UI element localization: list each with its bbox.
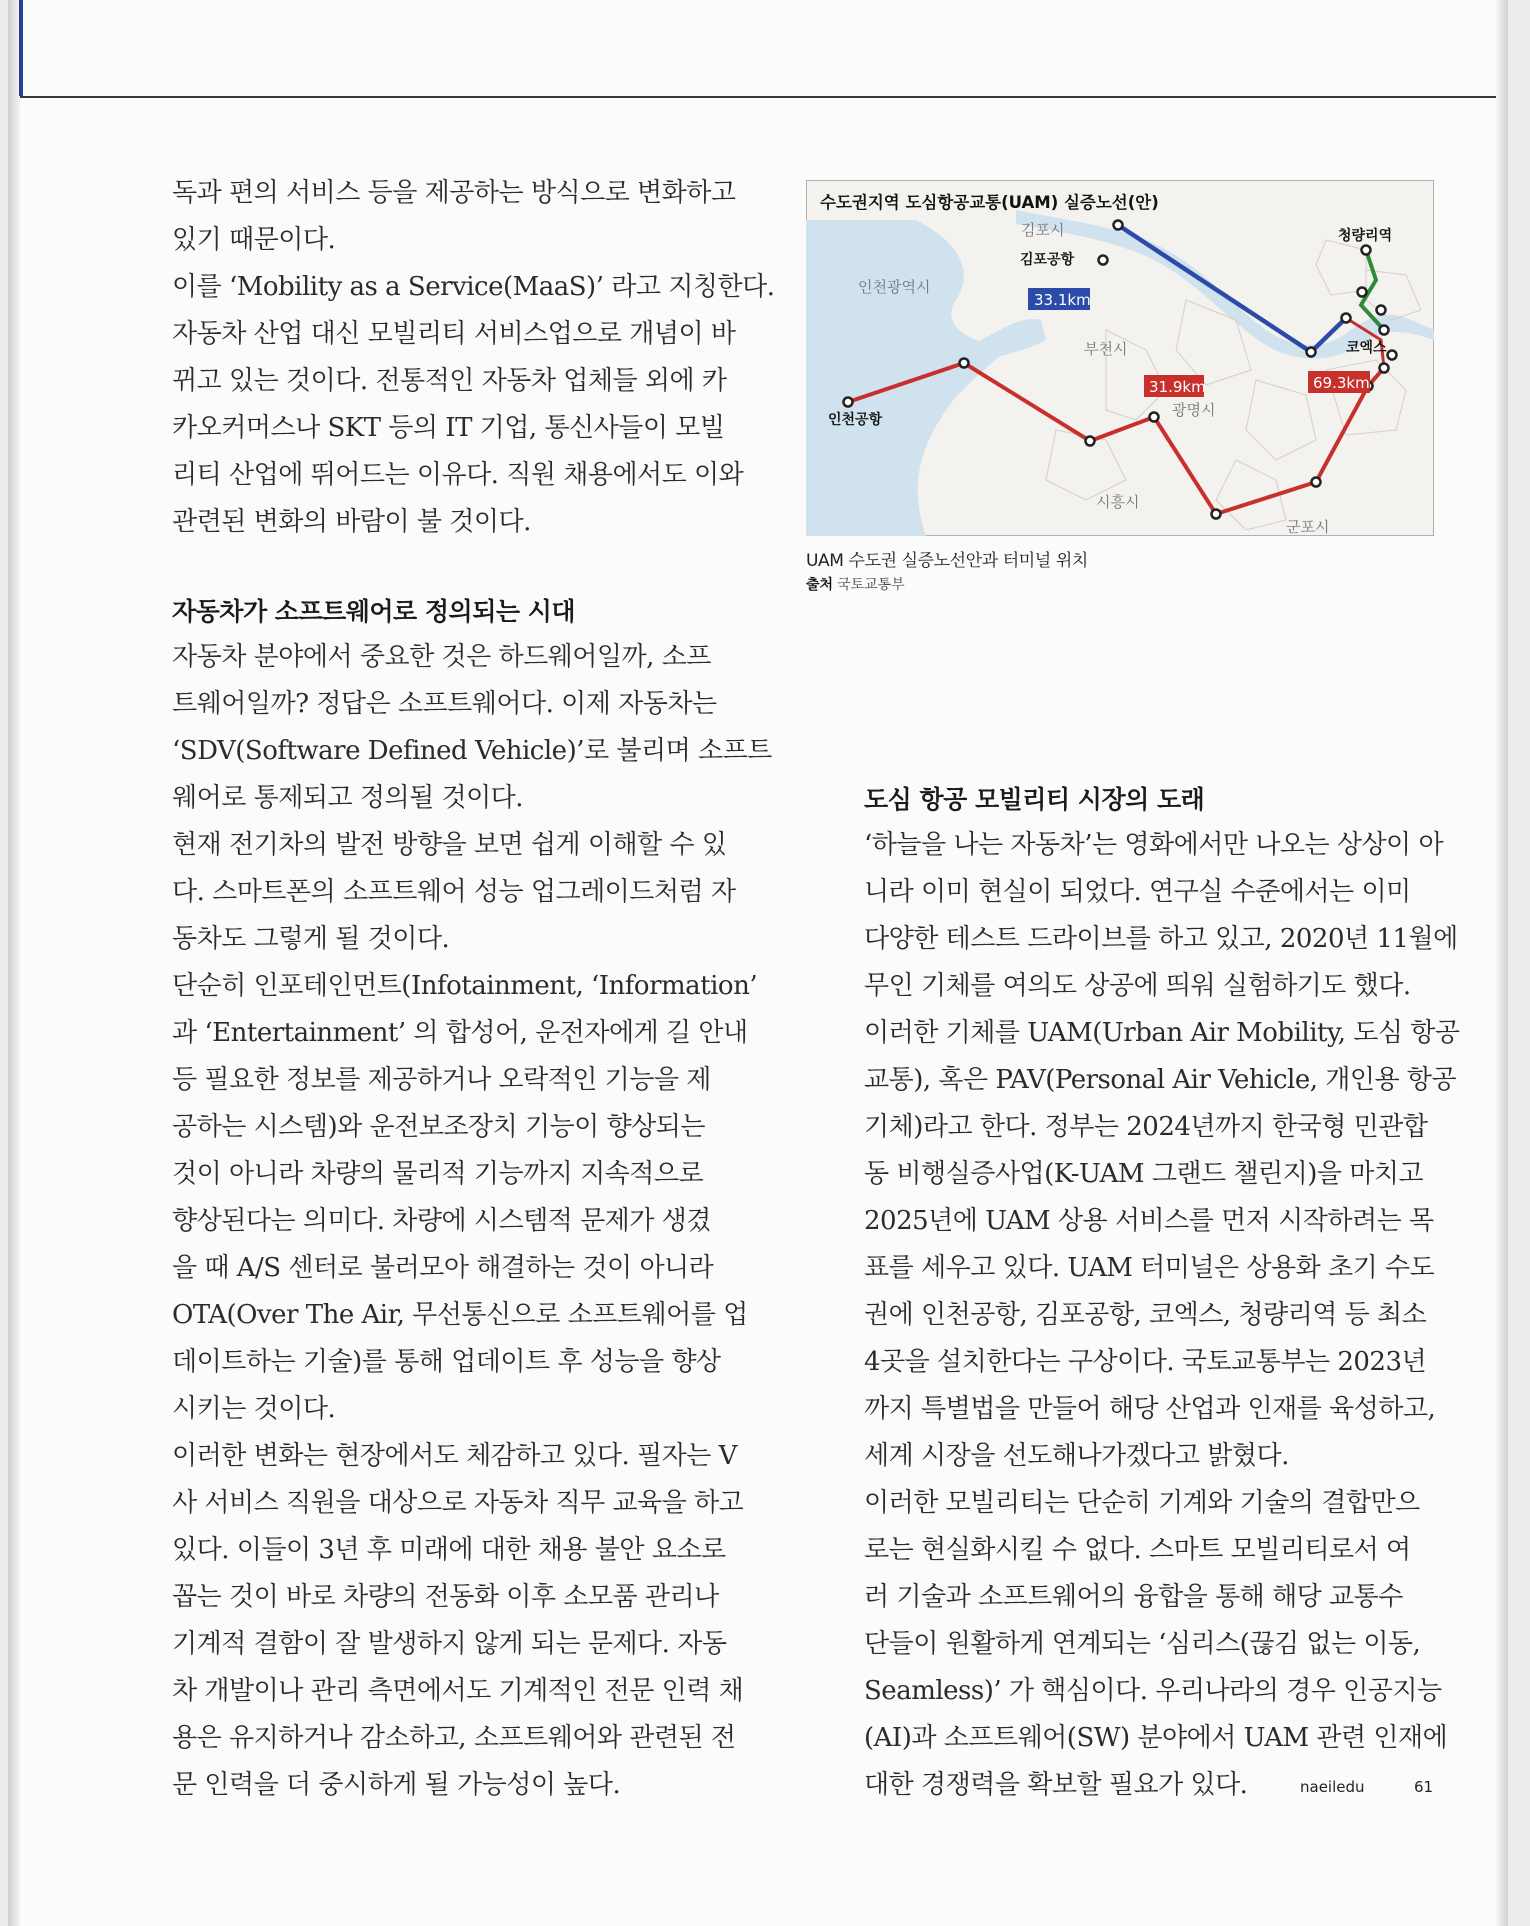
terminal-label-incheon: 인천공항 bbox=[828, 412, 883, 428]
text-line: 있기 때문이다. bbox=[172, 225, 336, 255]
footer-brand: naeiledu bbox=[1300, 1778, 1365, 1796]
text-line: ‘하늘을 나는 자동차’는 영화에서만 나오는 상상이 아 bbox=[864, 830, 1444, 860]
text-line: 표를 세우고 있다. UAM 터미널은 상용화 초기 수도 bbox=[864, 1253, 1435, 1283]
text-line: 등 필요한 정보를 제공하거나 오락적인 기능을 제 bbox=[172, 1065, 711, 1095]
text-line: 권에 인천공항, 김포공항, 코엑스, 청량리역 등 최소 bbox=[864, 1300, 1427, 1330]
section-heading-sdv: 자동차가 소프트웨어로 정의되는 시대 bbox=[172, 597, 576, 626]
text-line: 니라 이미 현실이 되었다. 연구실 수준에서는 이미 bbox=[864, 877, 1411, 907]
text-line: 이를 ‘Mobility as a Service(MaaS)’ 라고 지칭한다. bbox=[172, 272, 775, 302]
distance-label-blue: 33.1km bbox=[1034, 291, 1091, 309]
text-line: 관련된 변화의 바람이 불 것이다. bbox=[172, 507, 531, 537]
region-label: 김포시 bbox=[1021, 221, 1065, 239]
region-label: 군포시 bbox=[1286, 518, 1330, 536]
text-line: 을 때 A/S 센터로 불러모아 해결하는 것이 아니라 bbox=[172, 1253, 714, 1283]
right-column bbox=[864, 778, 1460, 1809]
text-line: 용은 유지하거나 감소하고, 소프트웨어와 관련된 전 bbox=[172, 1723, 736, 1753]
page-left-edge bbox=[8, 0, 20, 1926]
region-label: 광명시 bbox=[1172, 401, 1216, 419]
text-line: 뀌고 있는 것이다. 전통적인 자동차 업체들 외에 카 bbox=[172, 366, 727, 396]
text-line: 로는 현실화시킬 수 없다. 스마트 모빌리티로서 여 bbox=[864, 1535, 1411, 1565]
figure-caption: UAM 수도권 실증노선안과 터미널 위치 bbox=[806, 551, 1088, 571]
page-number: 61 bbox=[1414, 1778, 1434, 1796]
text-line: 세계 시장을 선도해나가겠다고 밝혔다. bbox=[864, 1441, 1289, 1471]
text-line: 동차도 그렇게 될 것이다. bbox=[172, 924, 450, 954]
terminal-label-gimpo: 김포공항 bbox=[1020, 252, 1075, 268]
text-line: 현재 전기차의 발전 방향을 보면 쉽게 이해할 수 있 bbox=[172, 830, 727, 860]
text-line: 과 ‘Entertainment’ 의 합성어, 운전자에게 길 안내 bbox=[172, 1018, 748, 1048]
text-line: 문 인력을 더 중시하게 될 가능성이 높다. bbox=[172, 1770, 621, 1800]
text-line: 공하는 시스템)와 운전보조장치 기능이 향상되는 bbox=[172, 1112, 706, 1142]
text-line: 자동차 산업 대신 모빌리티 서비스업으로 개념이 바 bbox=[172, 319, 736, 349]
sdv-paragraph bbox=[172, 634, 772, 1809]
text-line: 동 비행실증사업(K-UAM 그랜드 챌린지)을 마치고 bbox=[864, 1159, 1424, 1189]
text-line: 데이트하는 기술)를 통해 업데이트 후 성능을 향상 bbox=[172, 1347, 721, 1377]
text-line: 이러한 기체를 UAM(Urban Air Mobility, 도심 항공 bbox=[864, 1018, 1460, 1048]
distance-label-red-2: 69.3km bbox=[1313, 374, 1370, 392]
text-line: 차 개발이나 관리 측면에서도 기계적인 전문 인력 채 bbox=[172, 1676, 744, 1706]
text-line: ‘SDV(Software Defined Vehicle)’로 불리며 소프트 bbox=[172, 736, 772, 766]
text-line: 사 서비스 직원을 대상으로 자동차 직무 교육을 하고 bbox=[172, 1488, 744, 1518]
intro-paragraph bbox=[172, 170, 775, 546]
text-line: 교통), 혹은 PAV(Personal Air Vehicle, 개인용 항공 bbox=[864, 1065, 1457, 1095]
text-line: 무인 기체를 여의도 상공에 띄워 실험하기도 했다. bbox=[864, 971, 1411, 1001]
text-line: 이러한 모빌리티는 단순히 기계와 기술의 결합만으 bbox=[864, 1488, 1420, 1518]
figure-source bbox=[806, 574, 905, 594]
section-heading-uam: 도심 항공 모빌리티 시장의 도래 bbox=[864, 785, 1205, 814]
uam-paragraph bbox=[864, 822, 1460, 1809]
text-line: 단순히 인포테인먼트(Infotainment, ‘Information’ bbox=[172, 971, 758, 1001]
terminal-label-cheongnyangni: 청량리역 bbox=[1338, 228, 1393, 244]
text-line: 꼽는 것이 바로 차량의 전동화 이후 소모품 관리나 bbox=[172, 1582, 719, 1612]
text-line: 2025년에 UAM 상용 서비스를 먼저 시작하려는 목 bbox=[864, 1206, 1434, 1236]
text-line: 시키는 것이다. bbox=[172, 1394, 336, 1424]
text-line: 러 기술과 소프트웨어의 융합을 통해 해당 교통수 bbox=[864, 1582, 1403, 1612]
region-label: 인천광역시 bbox=[858, 278, 931, 296]
text-line: 있다. 이들이 3년 후 미래에 대한 채용 불안 요소로 bbox=[172, 1535, 726, 1565]
terminal-label-coex: 코엑스 bbox=[1346, 340, 1387, 356]
text-line: 카오커머스나 SKT 등의 IT 기업, 통신사들이 모빌 bbox=[172, 413, 725, 443]
source-label: 출처 bbox=[806, 577, 834, 593]
map-svg bbox=[806, 180, 1434, 536]
text-line: 단들이 원활하게 연계되는 ‘심리스(끊김 없는 이동, bbox=[864, 1629, 1421, 1659]
text-line: 웨어로 통제되고 정의될 것이다. bbox=[172, 783, 524, 813]
region-label: 시흥시 bbox=[1096, 493, 1140, 511]
text-line: 이러한 변화는 현장에서도 체감하고 있다. 필자는 V bbox=[172, 1441, 737, 1471]
text-line: 까지 특별법을 만들어 해당 산업과 인재를 육성하고, bbox=[864, 1394, 1436, 1424]
page-right-shadow bbox=[1496, 0, 1508, 1926]
text-line: (AI)과 소프트웨어(SW) 분야에서 UAM 관련 인재에 bbox=[864, 1723, 1448, 1753]
source-value: 국토교통부 bbox=[837, 577, 905, 593]
text-line: 리티 산업에 뛰어드는 이유다. 직원 채용에서도 이와 bbox=[172, 460, 744, 490]
uam-route-map bbox=[806, 180, 1434, 536]
text-line: 기계적 결함이 잘 발생하지 않게 되는 문제다. 자동 bbox=[172, 1629, 727, 1659]
text-line: 자동차 분야에서 중요한 것은 하드웨어일까, 소프 bbox=[172, 642, 711, 672]
text-line: 대한 경쟁력을 확보할 필요가 있다. bbox=[864, 1770, 1248, 1800]
text-line: OTA(Over The Air, 무선통신으로 소프트웨어를 업 bbox=[172, 1300, 748, 1330]
text-line: 것이 아니라 차량의 물리적 기능까지 지속적으로 bbox=[172, 1159, 704, 1189]
top-rule bbox=[20, 96, 1508, 98]
text-line: 다. 스마트폰의 소프트웨어 성능 업그레이드처럼 자 bbox=[172, 877, 736, 907]
text-line: Seamless)’ 가 핵심이다. 우리나라의 경우 인공지능 bbox=[864, 1676, 1442, 1706]
map-title: 수도권지역 도심항공교통(UAM) 실증노선(안) bbox=[820, 193, 1159, 212]
text-line: 독과 편의 서비스 등을 제공하는 방식으로 변화하고 bbox=[172, 178, 736, 208]
left-column bbox=[172, 170, 775, 1809]
text-line: 기체)라고 한다. 정부는 2024년까지 한국형 민관합 bbox=[864, 1112, 1428, 1142]
blue-edge-marker bbox=[19, 0, 23, 96]
text-line: 다양한 테스트 드라이브를 하고 있고, 2020년 11월에 bbox=[864, 924, 1458, 954]
text-line: 향상된다는 의미다. 차량에 시스템적 문제가 생겼 bbox=[172, 1206, 711, 1236]
text-line: 4곳을 설치한다는 구상이다. 국토교통부는 2023년 bbox=[864, 1347, 1427, 1377]
region-label: 부천시 bbox=[1084, 340, 1128, 358]
distance-label-red-1: 31.9km bbox=[1149, 378, 1206, 396]
text-line: 트웨어일까? 정답은 소프트웨어다. 이제 자동차는 bbox=[172, 689, 717, 719]
